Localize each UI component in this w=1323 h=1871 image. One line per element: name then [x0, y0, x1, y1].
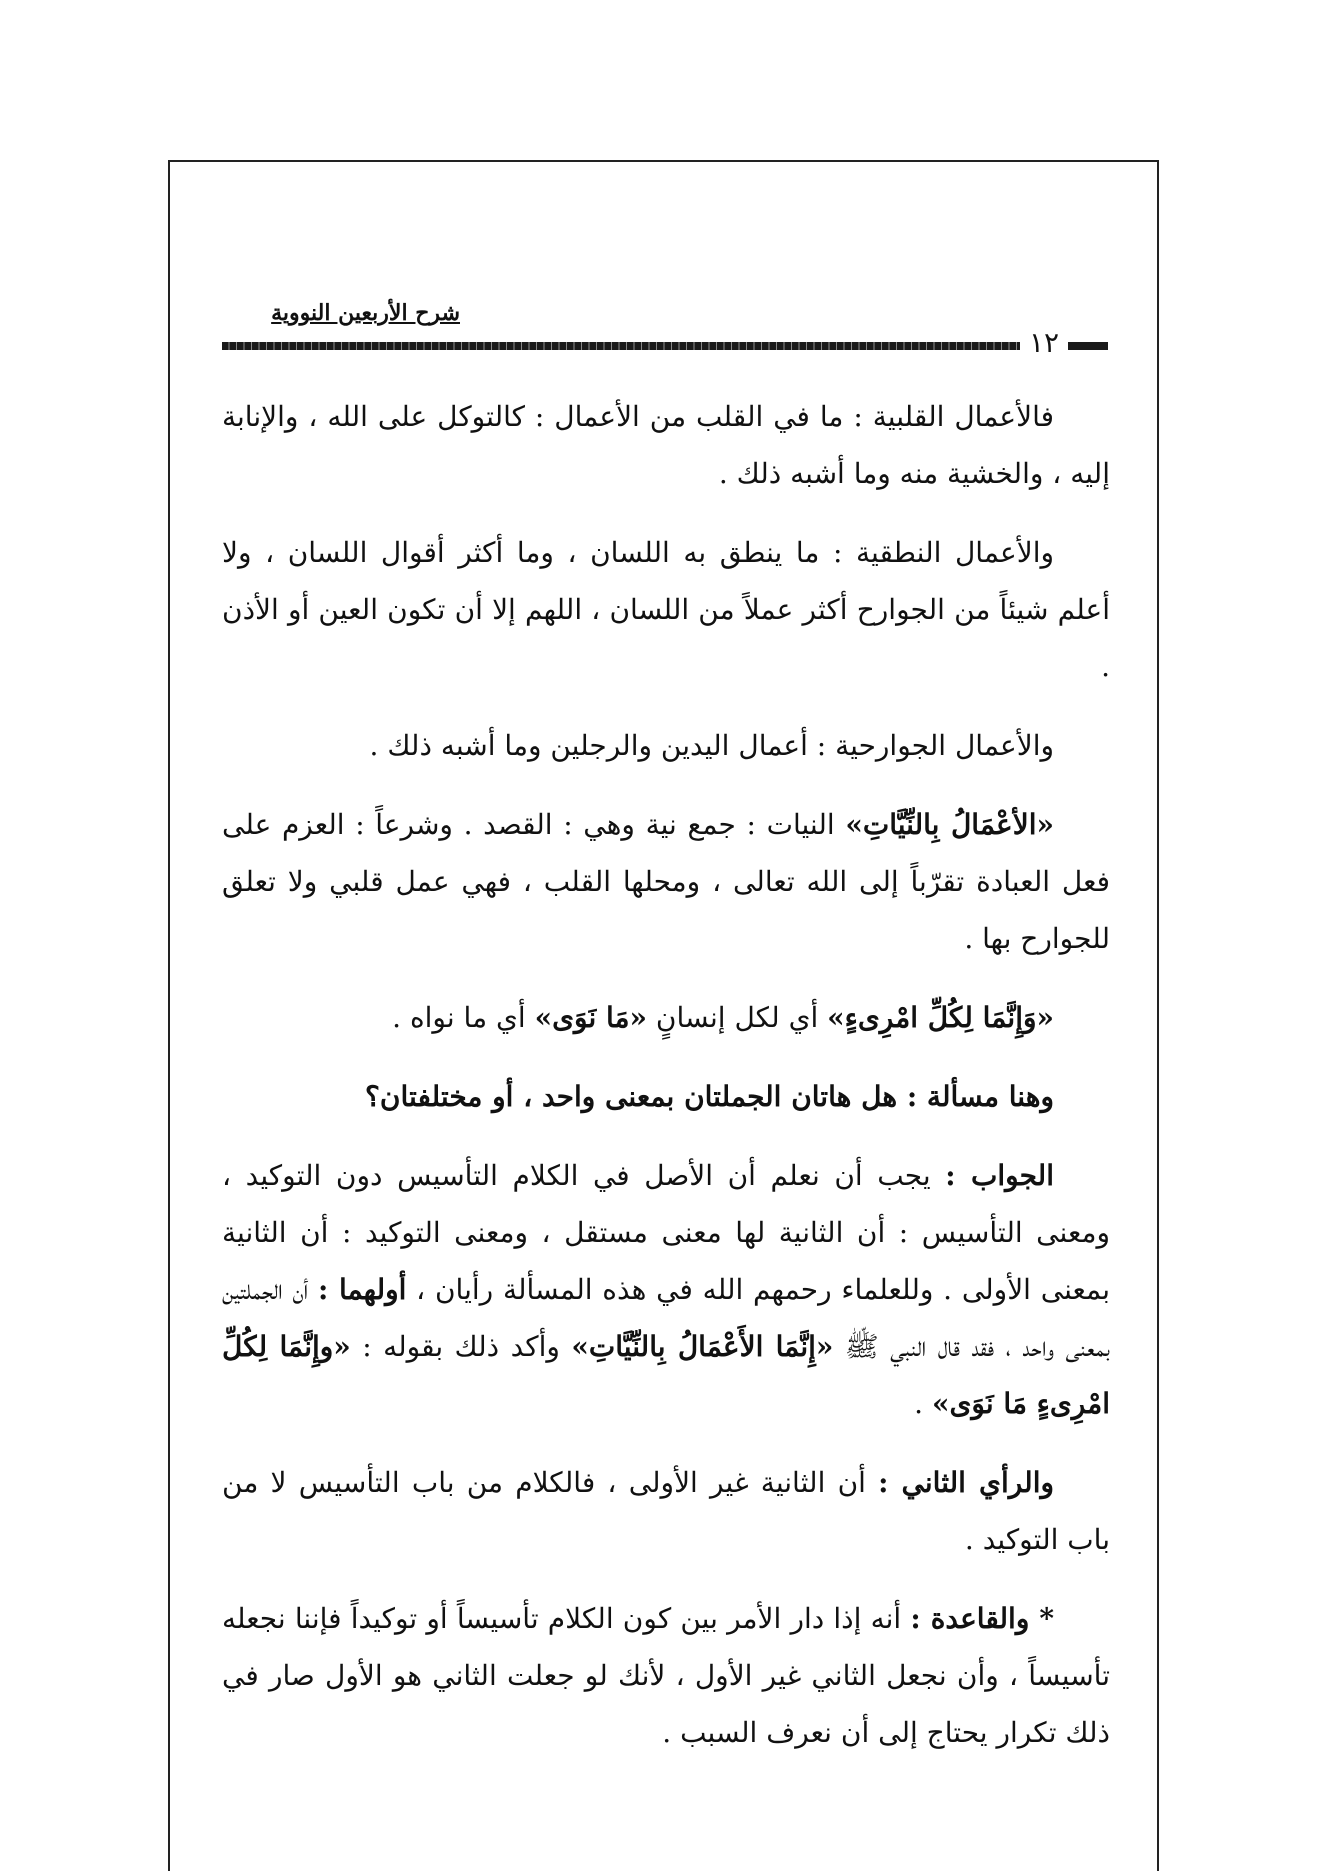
header-rule	[222, 342, 1020, 350]
first-opinion-label: أولهما :	[317, 1273, 407, 1306]
paragraph-intentions	[222, 796, 1110, 967]
paragraph-text: أي ما نواه .	[392, 1001, 535, 1034]
paragraph-text: .	[914, 1387, 932, 1420]
question-text: وهنا مسألة : هل هاتان الجملتان بمعنى واحد ، أو مختلفتان؟	[365, 1080, 1054, 1113]
paragraph-text: أن الثانية غير الأولى ، فالكلام من باب التأسيس لا من باب التوكيد .	[222, 1466, 1110, 1556]
paragraph-heart-actions	[222, 388, 1110, 502]
paragraph-question	[222, 1068, 1110, 1125]
paragraph-text: أي لكل إنسانٍ	[647, 1001, 828, 1034]
paragraph-text: فالأعمال القلبية : ما في القلب من الأعمال : كالتوكل على الله ، والإنابة إليه ، والخشية منه وما أشبه ذلك .	[222, 400, 1110, 490]
paragraph-each-person	[222, 989, 1110, 1046]
page-frame-right-border	[1157, 160, 1159, 1871]
paragraph-text: وأكد ذلك بقوله :	[350, 1330, 572, 1363]
answer-label: الجواب :	[945, 1159, 1054, 1192]
paragraph-text: والأعمال الجوارحية : أعمال اليدين والرجلين وما أشبه ذلك .	[369, 729, 1054, 762]
paragraph-text: يجب أن نعلم أن الأصل في الكلام التأسيس دون التوكيد ، ومعنى التأسيس : أن الثانية لها معنى مستقل ، ومعنى التوكيد : أن الثانية بمعنى الأولى . وللعلماء رحمهم الله في هذه المسألة رأيان ،	[222, 1159, 1111, 1306]
paragraph-text: أنه إذا دار الأمر بين كون الكلام تأسيساً أو توكيداً فإننا نجعله تأسيساً ، وأن نجعل الثاني غير الأول ، لأنك لو جعلت الثاني هو الأول صار في ذلك تكرار يحتاج إلى أن نعرف السبب .	[222, 1602, 1110, 1749]
paragraph-text: أن الجملتين بمعنى واحد ، فقد قال النبي ﷺ	[222, 1273, 1110, 1363]
page-frame-left-border	[168, 160, 170, 1871]
page-number: ١٢	[1028, 326, 1060, 359]
paragraph-text: والأعمال النطقية : ما ينطق به اللسان ، وما أكثر أقوال اللسان ، ولا أعلم شيئاً من الجوارح أكثر عملاً من اللسان ، اللهم إلا أن تكون العين أو الأذن .	[222, 536, 1110, 683]
paragraph-second-opinion	[222, 1454, 1110, 1568]
paragraph-rule	[222, 1590, 1110, 1761]
hadith-quote: «مَا نَوَى»	[534, 1001, 648, 1034]
hadith-quote: «الأعْمَالُ بِالنِّيَّاتِ»	[845, 808, 1054, 841]
paragraph-answer	[222, 1147, 1110, 1432]
paragraph-speech-actions	[222, 524, 1110, 695]
paragraph-limb-actions	[222, 717, 1110, 774]
hadith-quote: «وإِنَّمَا لِكُلِّ امْرِىءٍ مَا نَوَى»	[222, 1330, 1110, 1420]
page-frame-top-border	[168, 160, 1158, 162]
header-rule-ornament	[1068, 342, 1108, 350]
hadith-quote: «إِنَّمَا الأَعْمَالُ بِالنِّيَّاتِ»	[571, 1330, 834, 1363]
hadith-quote: «وَإِنَّمَا لِكُلِّ امْرِىءٍ»	[827, 1001, 1054, 1034]
paragraph-text: النيات : جمع نية وهي : القصد . وشرعاً : العزم على فعل العبادة تقرّباً إلى الله تعالى ، ومحلها القلب ، فهي عمل قلبي ولا تعلق للجوارح بها .	[222, 808, 1110, 955]
running-title: شرح الأربعين النووية	[271, 300, 460, 326]
page-body	[222, 388, 1110, 1783]
rule-label: * والقاعدة :	[910, 1602, 1055, 1635]
second-opinion-label: والرأي الثاني :	[878, 1466, 1055, 1499]
